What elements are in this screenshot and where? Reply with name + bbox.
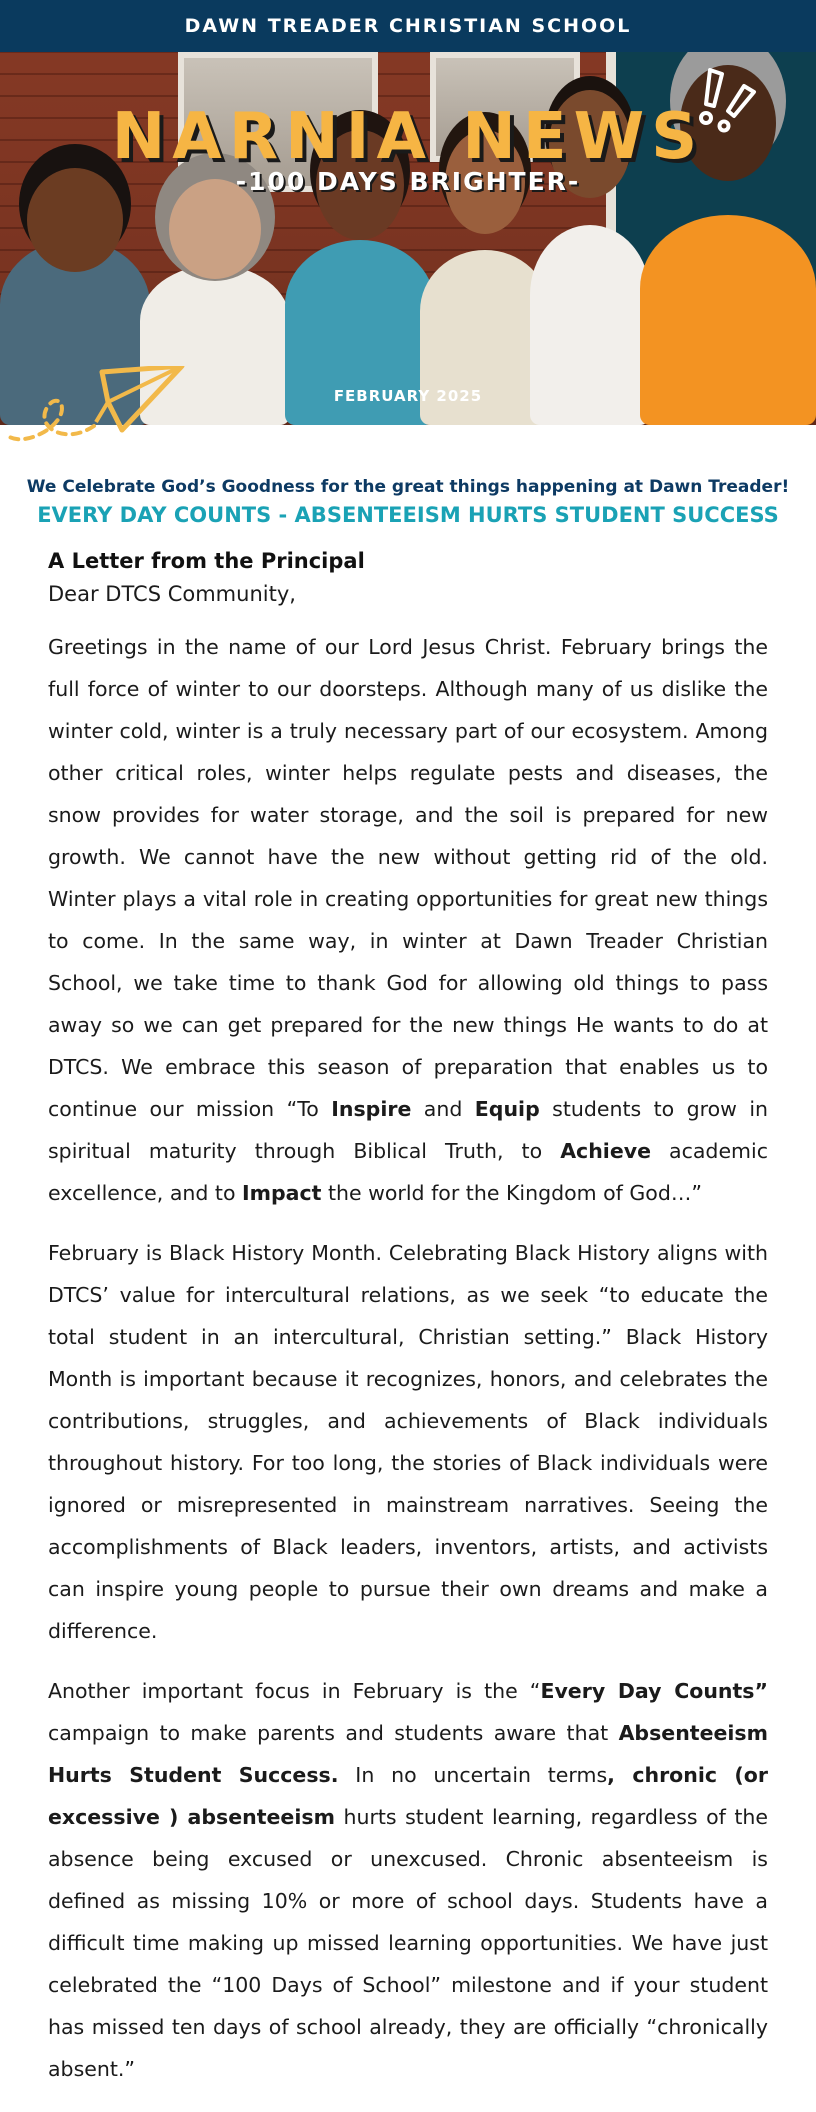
school-name: DAWN TREADER CHRISTIAN SCHOOL <box>184 15 632 37</box>
campaign-heading: EVERY DAY COUNTS - ABSENTEEISM HURTS STUDENT SUCCESS <box>37 503 779 527</box>
newsletter-title: NARNIA NEWS <box>111 100 705 174</box>
newsletter-date: FEBRUARY 2025 <box>333 387 483 405</box>
tagline: We Celebrate God’s Goodness for the great things happening at Dawn Treader! <box>26 477 790 497</box>
letter-paragraph: Another important focus in February is the “Every Day Counts” campaign to make parents and students aware that Absenteeism Hurts Student Success. In no uncertain terms, chronic (or excessive ) absenteeism hurts student learning, regardless of the absence being excused or unexcused. Chronic absenteeism is defined as missing 10% or more of school days. Students have a difficult time making up missed learning opportunities. We have just celebrated the “100 Days of School” milestone and if your student has missed ten days of school already, they are officially “chronically absent.” <box>48 1679 768 2082</box>
school-name-bar <box>0 0 816 52</box>
newsletter-subtitle: -100 DAYS BRIGHTER- <box>235 167 581 196</box>
letter-salutation: Dear DTCS Community, <box>48 581 296 606</box>
letter-paragraph: Greetings in the name of our Lord Jesus Christ. February brings the full force of winter to our doorsteps. Although many of us dislike the winter cold, winter is a truly necessary part of our ecosystem. Among other critical roles, winter helps regulate pests and diseases, the snow provides for water storage, and the soil is prepared for new growth. We cannot have the new without getting rid of the old. Winter plays a vital role in creating opportunities for great new things to come. In the same way, in winter at Dawn Treader Christian School, we take time to thank God for allowing old things to pass away so we can get prepared for the new things He wants to do at DTCS. We embrace this season of preparation that enables us to continue our mission “To Inspire and Equip students to grow in spiritual maturity through Biblical Truth, to Achieve academic excellence, and to Impact the world for the Kingdom of God…” <box>48 635 769 1206</box>
principal-letter <box>0 545 816 2090</box>
letter-paragraph: February is Black History Month. Celebrating Black History aligns with DTCS’ value for intercultural relations, as we seek “to educate the total student in an intercultural, Christian setting.” Black History Month is important because it recognizes, honors, and celebrates the contributions, struggles, and achievements of Black individuals throughout history. For too long, the stories of Black individuals were ignored or misrepresented in mainstream narratives. Seeing the accomplishments of Black leaders, inventors, artists, and activists can inspire young people to pursue their own dreams and make a difference. <box>48 1241 768 1644</box>
paper-plane-icon <box>4 366 194 506</box>
letter-heading: A Letter from the Principal <box>48 549 365 573</box>
